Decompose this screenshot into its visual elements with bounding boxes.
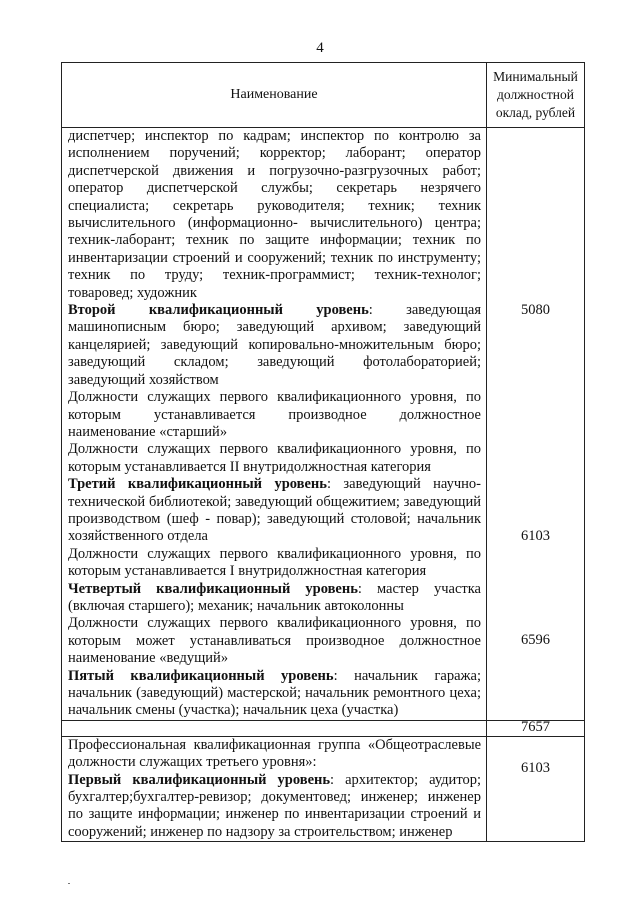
scan-mark bbox=[68, 883, 70, 884]
level3-paragraph bbox=[68, 476, 481, 546]
level2-paragraph bbox=[68, 302, 481, 389]
group3-cell bbox=[62, 736, 487, 841]
column-header-name: Наименование bbox=[62, 63, 487, 128]
level3-salary: 6103 bbox=[521, 528, 550, 544]
page-number: 4 bbox=[316, 40, 324, 56]
level4-heading: Четвертый квалификационный уровень bbox=[68, 580, 358, 597]
level3-text: : заведующий научно-технической библиотекой; заведующий общежитием; заведующий производством (шеф - повар); заведующий столовой; начальник хозяйственного отдела bbox=[68, 476, 481, 545]
level2-note-2: Должности служащих первого квалификационного уровня, по которым устанавливается II внутридолжностная категория bbox=[68, 441, 481, 475]
level5-text: : начальник гаража; начальник (заведующий) мастерской; начальник ремонтного цеха; начальник смены (участка); начальник цеха (участка) bbox=[68, 667, 481, 719]
level5-paragraph bbox=[68, 668, 481, 720]
level2-note-1: Должности служащих первого квалификационного уровня, по которым устанавливается производное должностное наименование «старший» bbox=[68, 389, 481, 440]
group3-level1-paragraph bbox=[68, 772, 481, 842]
table-header-row bbox=[62, 63, 585, 128]
level2-text: : заведующая машинописным бюро; заведующий архивом; заведующий канцелярией; заведующий копировально-множительным бюро; заведующий складом; заведующий фотолабораторией; заведующий хозяйством bbox=[68, 302, 481, 388]
level4-text: : мастер участка (включая старшего); механик; начальник автоколонны bbox=[68, 580, 481, 614]
level2-heading: Второй квалификационный уровень bbox=[68, 302, 369, 319]
group2-salary-cell bbox=[487, 128, 585, 735]
level3-note-1: Должности служащих первого квалификационного уровня, по которым устанавливается I внутридолжностная категория bbox=[68, 545, 481, 580]
table-row bbox=[62, 128, 585, 721]
level3-heading: Третий квалификационный уровень bbox=[68, 476, 327, 493]
level4-paragraph bbox=[68, 581, 481, 616]
group2-positions-list: диспетчер; инспектор по кадрам; инспектор по контролю за исполнением поручений; корректор; лаборант; оператор диспетчерской движения и погрузочно-разгрузочных работ; оператор диспетчерской службы; секретарь незрячего специалиста; секретарь руководителя; техник; техник вычислительного (информационно- вычислительного) центра; техник-лаборант; техник по защите информации; техник по инвентаризации строений и сооружений; техник по инструменту; техник по труду; техник-программист; техник-технолог; товаровед; художник bbox=[68, 128, 481, 301]
table-row bbox=[62, 736, 585, 841]
level4-note-1: Должности служащих первого квалификационного уровня, по которым может устанавливаться производное должностное наименование «ведущий» bbox=[68, 615, 481, 667]
group3-level1-salary: 6103 bbox=[521, 759, 550, 776]
group2-cell bbox=[62, 128, 487, 721]
column-header-salary: Минимальный должностной оклад, рублей bbox=[487, 63, 585, 128]
group3-title: Профессиональная квалификационная группа «Общеотраслевые должности служащих третьего уровня»: bbox=[68, 736, 481, 771]
level5-salary: 7657 bbox=[521, 719, 550, 735]
level5-heading: Пятый квалификационный уровень bbox=[68, 667, 334, 684]
group3-level1-heading: Первый квалификационный уровень bbox=[68, 771, 331, 788]
group3-level1-text: : архитектор; аудитор; бухгалтер;бухгалтер-ревизор; документовед; инженер; инженер по защите информации; инженер по инвентаризации строений и сооружений; инженер по надзору за строительством; инженер bbox=[68, 771, 481, 840]
level4-salary: 6596 bbox=[521, 632, 550, 648]
salary-table bbox=[61, 62, 585, 842]
level2-salary: 5080 bbox=[521, 302, 550, 318]
group3-salary-cell bbox=[487, 736, 585, 841]
